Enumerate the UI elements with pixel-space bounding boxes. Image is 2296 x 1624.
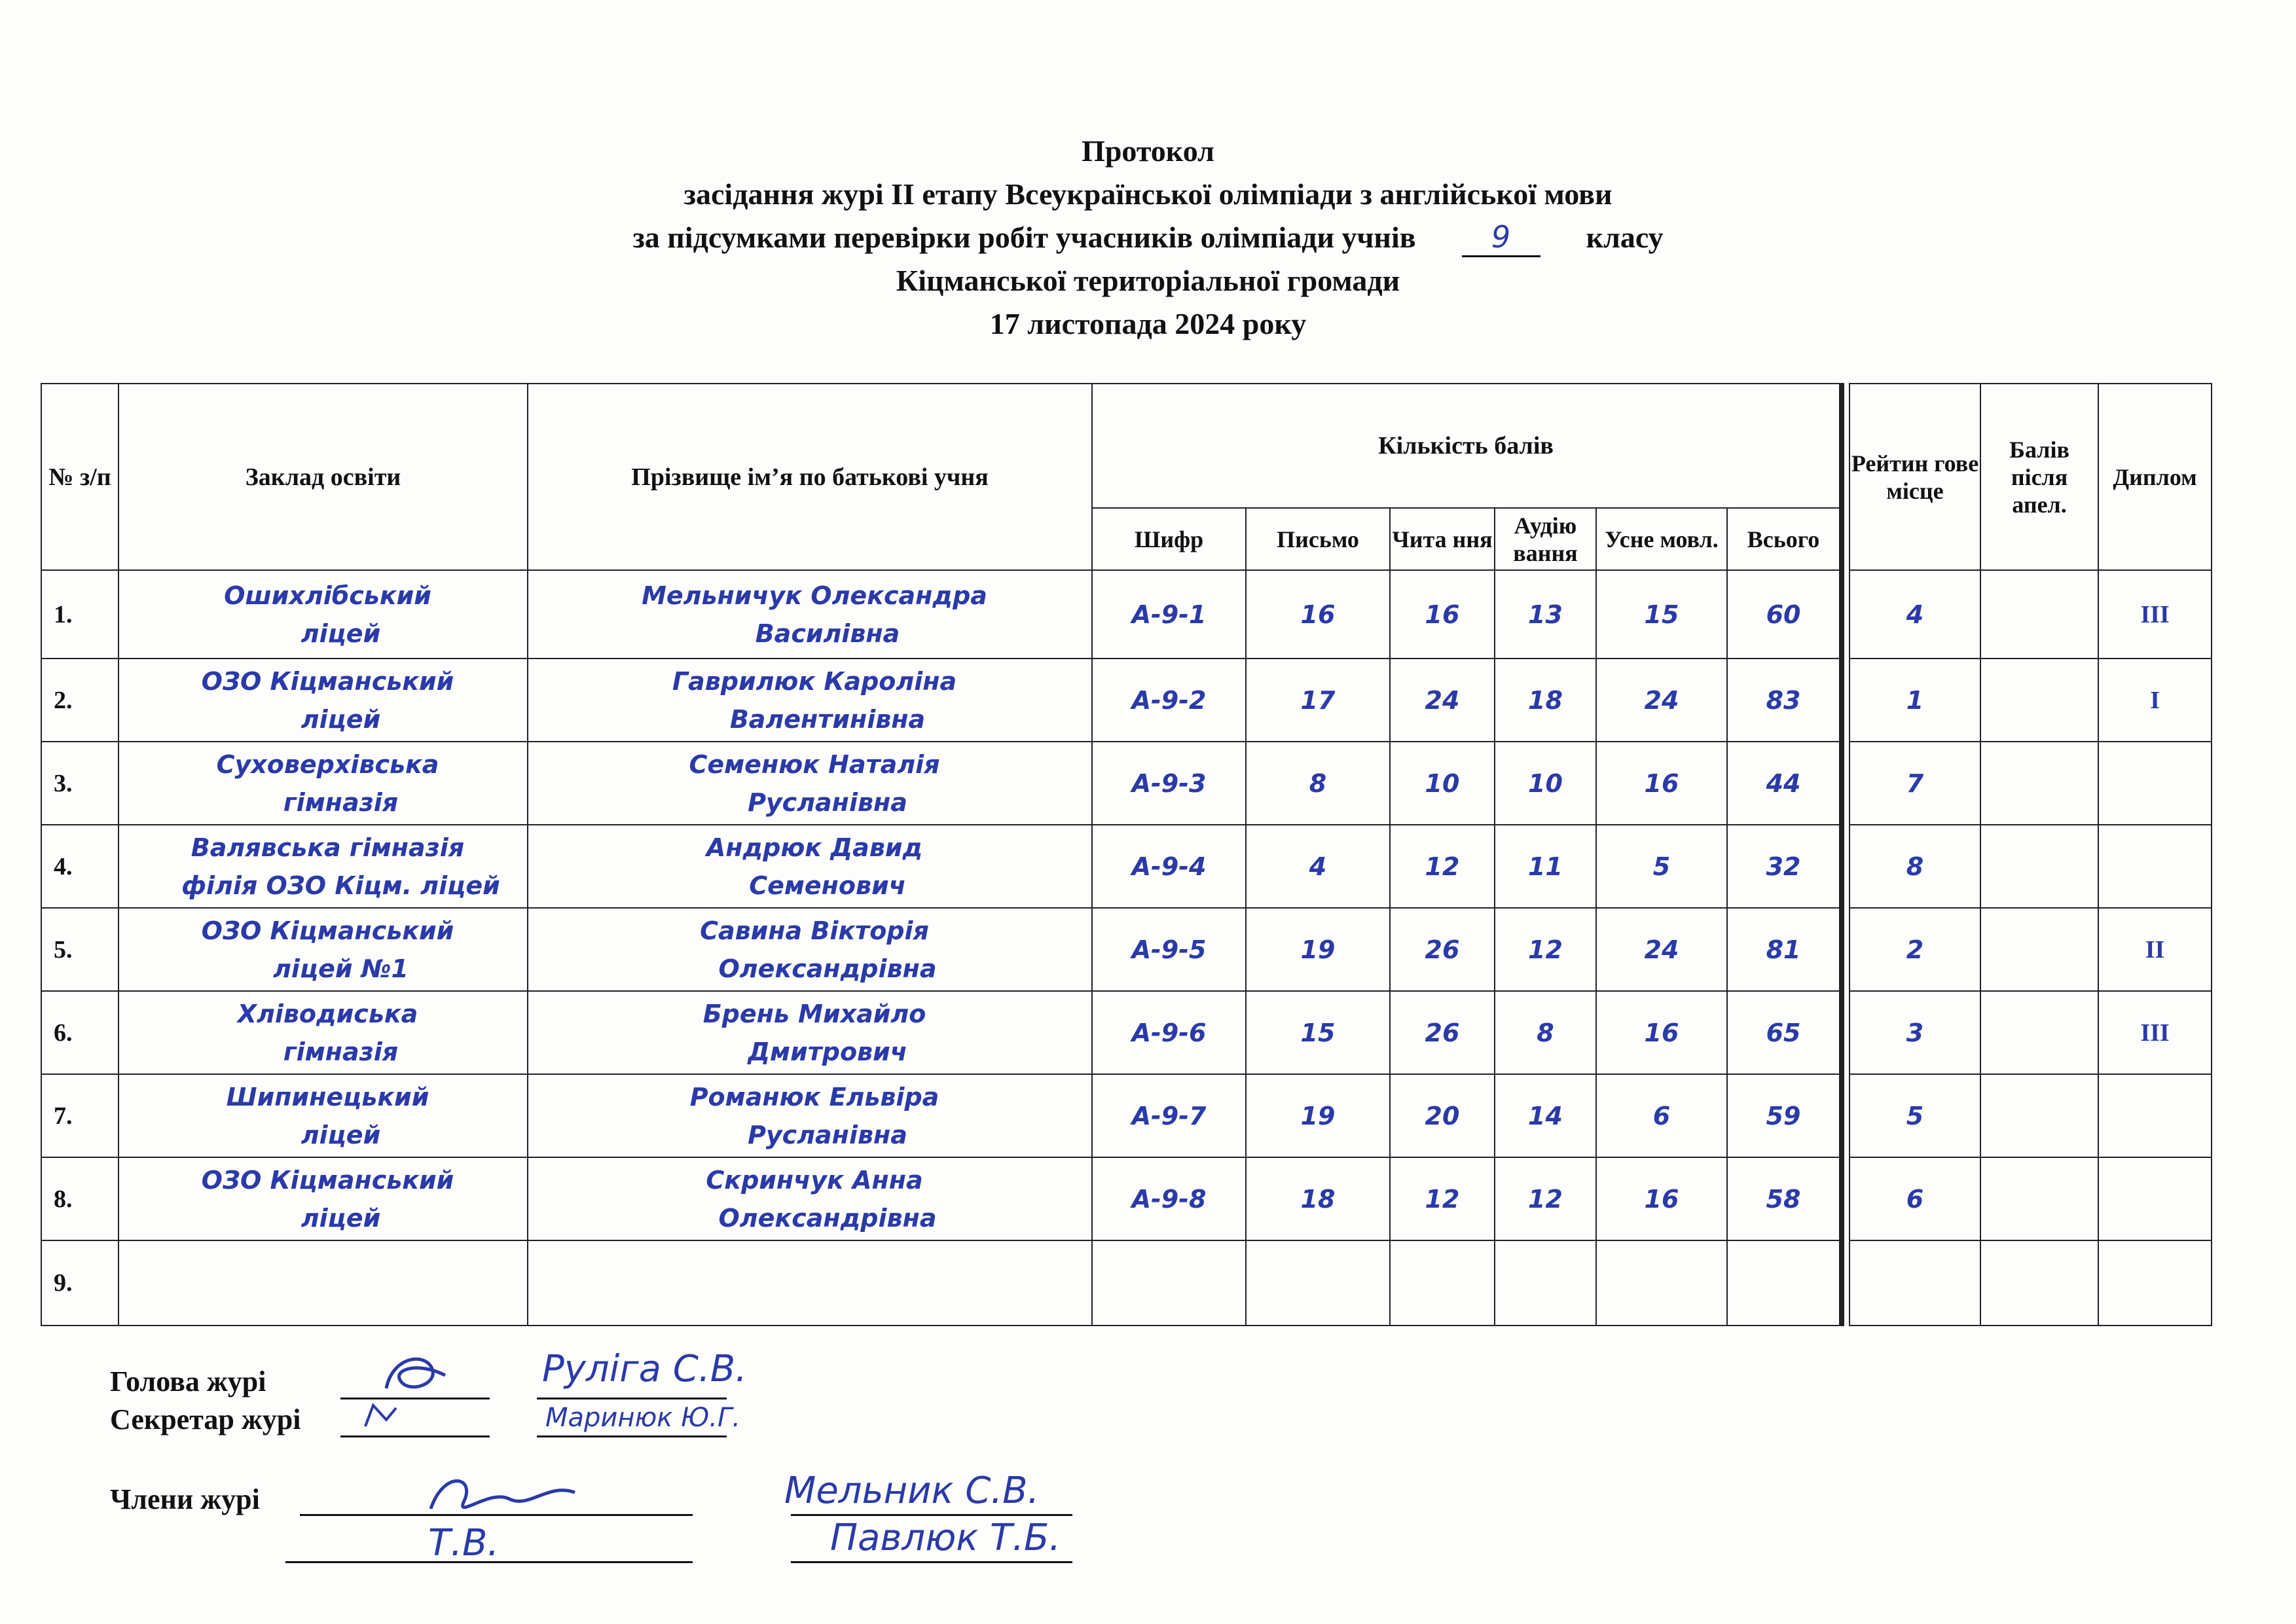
speaking-cell: 16 (1596, 742, 1727, 825)
header-reading: Чита ння (1390, 508, 1495, 570)
table-body (41, 570, 2212, 1326)
row-number: 4. (41, 825, 118, 908)
total-cell: 83 (1727, 659, 1842, 742)
student-line-1: Гаврилюк Кароліна (672, 666, 957, 696)
column-gap (1842, 570, 1850, 659)
secretary-name-line (537, 1435, 727, 1437)
header-line-3-prefix: за підсумками перевірки робіт учасників олімпіади учнів (632, 221, 1416, 254)
school-line-1: Хліводиська (237, 999, 418, 1028)
chair-name: Руліга С.В. (542, 1348, 747, 1390)
student-line-2: Олександрівна (718, 1203, 937, 1233)
diploma-cell (2098, 1157, 2212, 1240)
cipher-cell: А-9-2 (1092, 659, 1246, 742)
signature-block (110, 1348, 2205, 1574)
results-table (41, 383, 2212, 1326)
row-number: 9. (41, 1240, 118, 1326)
student-cell (528, 1074, 1092, 1157)
speaking-cell: 5 (1596, 825, 1727, 908)
writing-cell: 19 (1246, 908, 1390, 991)
column-gap (1842, 1157, 1850, 1240)
student-cell (528, 991, 1092, 1074)
table-row (41, 908, 2212, 991)
appeal-cell (1980, 1240, 2098, 1326)
header-date: 17 листопада 2024 року (989, 307, 1307, 340)
school-line-1: Суховерхівська (216, 749, 439, 779)
school-line-1: ОЗО Кіцманський (201, 666, 454, 696)
table-row (41, 742, 2212, 825)
student-line-1: Савина Вікторія (700, 916, 929, 945)
listening-cell: 12 (1495, 908, 1596, 991)
listening-cell: 12 (1495, 1157, 1596, 1240)
school-line-2: ліцей (301, 1120, 381, 1149)
column-gap (1842, 659, 1850, 742)
class-field (1462, 219, 1540, 257)
table-row (41, 659, 2212, 742)
reading-cell: 12 (1390, 825, 1495, 908)
members-label: Члени журі (110, 1483, 260, 1515)
header-appeal: Балів після апел. (1980, 384, 2098, 570)
row-number: 7. (41, 1074, 118, 1157)
speaking-cell: 16 (1596, 991, 1727, 1074)
school-line-1: Шипинецький (226, 1082, 429, 1111)
document-header (0, 130, 2296, 346)
speaking-cell: 24 (1596, 659, 1727, 742)
listening-cell: 8 (1495, 991, 1596, 1074)
student-line-1: Брень Михайло (702, 999, 926, 1028)
listening-cell: 11 (1495, 825, 1596, 908)
secretary-name: Маринюк Ю.Г. (545, 1403, 741, 1433)
writing-cell: 15 (1246, 991, 1390, 1074)
reading-cell (1390, 1240, 1495, 1326)
column-gap (1842, 1074, 1850, 1157)
table-row (41, 1240, 2212, 1326)
cipher-cell: А-9-3 (1092, 742, 1246, 825)
total-cell: 44 (1727, 742, 1842, 825)
school-line-1: ОЗО Кіцманський (201, 1165, 454, 1195)
listening-cell: 14 (1495, 1074, 1596, 1157)
rank-cell: 1 (1850, 659, 1980, 742)
speaking-cell: 6 (1596, 1074, 1727, 1157)
header-line-3-suffix: класу (1586, 221, 1664, 254)
rank-cell: 7 (1850, 742, 1980, 825)
student-cell (528, 825, 1092, 908)
speaking-cell: 16 (1596, 1157, 1727, 1240)
rank-cell: 8 (1850, 825, 1980, 908)
row-number: 1. (41, 570, 118, 659)
reading-cell: 26 (1390, 991, 1495, 1074)
diploma-cell (2098, 1074, 2212, 1157)
school-cell (118, 1157, 528, 1240)
school-line-2: гімназія (283, 787, 399, 817)
writing-cell (1246, 1240, 1390, 1326)
student-cell (528, 908, 1092, 991)
school-cell (118, 1074, 528, 1157)
student-line-1: Андрюк Давид (706, 833, 923, 862)
total-cell: 32 (1727, 825, 1842, 908)
writing-cell: 18 (1246, 1157, 1390, 1240)
appeal-cell (1980, 570, 2098, 659)
column-gap (1842, 1240, 1850, 1326)
student-line-2: Семенович (749, 871, 906, 900)
diploma-cell: ІІІ (2098, 570, 2212, 659)
total-cell (1727, 1240, 1842, 1326)
school-line-1: ОЗО Кіцманський (201, 916, 454, 945)
student-cell (528, 742, 1092, 825)
table-row (41, 825, 2212, 908)
appeal-cell (1980, 742, 2098, 825)
cipher-cell: А-9-8 (1092, 1157, 1246, 1240)
writing-cell: 8 (1246, 742, 1390, 825)
class-value: 9 (1491, 219, 1511, 255)
student-line-2: Валентинівна (729, 704, 926, 734)
header-line-3 (0, 216, 2296, 259)
cipher-cell: А-9-1 (1092, 570, 1246, 659)
member-1-line (791, 1514, 1072, 1516)
student-line-1: Романюк Ельвіра (689, 1082, 939, 1111)
table-row (41, 570, 2212, 659)
rank-cell: 2 (1850, 908, 1980, 991)
speaking-cell: 24 (1596, 908, 1727, 991)
column-gap (1842, 908, 1850, 991)
writing-cell: 4 (1246, 825, 1390, 908)
writing-cell: 16 (1246, 570, 1390, 659)
student-cell (528, 659, 1092, 742)
appeal-cell (1980, 1074, 2098, 1157)
reading-cell: 24 (1390, 659, 1495, 742)
document-title: Протокол (1082, 134, 1214, 168)
header-cipher: Шифр (1092, 508, 1246, 570)
writing-cell: 19 (1246, 1074, 1390, 1157)
chair-signature-mark (380, 1349, 458, 1401)
rank-cell: 6 (1850, 1157, 1980, 1240)
student-line-2: Дмитрович (748, 1037, 907, 1066)
cipher-cell: А-9-4 (1092, 825, 1246, 908)
student-line-2: Олександрівна (718, 954, 937, 983)
diploma-cell: І (2098, 659, 2212, 742)
secretary-signature-line (340, 1435, 490, 1437)
listening-cell: 18 (1495, 659, 1596, 742)
school-cell (118, 742, 528, 825)
diploma-cell: ІІ (2098, 908, 2212, 991)
total-cell: 81 (1727, 908, 1842, 991)
appeal-cell (1980, 991, 2098, 1074)
header-writing: Письмо (1246, 508, 1390, 570)
header-diploma: Диплом (2098, 384, 2212, 570)
secretary-signature-mark (360, 1400, 406, 1433)
reading-cell: 10 (1390, 742, 1495, 825)
student-line-2: Русланівна (748, 787, 907, 817)
row-number: 8. (41, 1157, 118, 1240)
row-number: 2. (41, 659, 118, 742)
student-line-2: Василівна (755, 619, 900, 648)
row-number: 3. (41, 742, 118, 825)
listening-cell: 10 (1495, 742, 1596, 825)
rank-cell (1850, 1240, 1980, 1326)
appeal-cell (1980, 908, 2098, 991)
writing-cell: 17 (1246, 659, 1390, 742)
school-line-2: ліцей (301, 704, 381, 734)
chair-label: Голова журі (110, 1365, 266, 1398)
diploma-cell (2098, 825, 2212, 908)
appeal-cell (1980, 659, 2098, 742)
school-line-2: гімназія (283, 1037, 399, 1066)
listening-cell: 13 (1495, 570, 1596, 659)
cipher-cell: А-9-7 (1092, 1074, 1246, 1157)
chair-name-line (537, 1398, 727, 1399)
column-gap (1842, 742, 1850, 825)
school-line-2: філія ОЗО Кіцм. ліцей (181, 871, 500, 900)
reading-cell: 20 (1390, 1074, 1495, 1157)
school-cell (118, 825, 528, 908)
cipher-cell: А-9-6 (1092, 991, 1246, 1074)
total-cell: 60 (1727, 570, 1842, 659)
header-rank: Рейтин гове місце (1850, 384, 1980, 570)
header-line-2: засідання журі ІІ етапу Всеукраїнської олімпіади з англійської мови (683, 177, 1613, 211)
speaking-cell (1596, 1240, 1727, 1326)
header-school: Заклад освіти (118, 384, 528, 570)
rank-cell: 4 (1850, 570, 1980, 659)
table-row (41, 1074, 2212, 1157)
rank-cell: 3 (1850, 991, 1980, 1074)
school-cell (118, 659, 528, 742)
total-cell: 65 (1727, 991, 1842, 1074)
column-gap (1842, 991, 1850, 1074)
header-speaking: Усне мовл. (1596, 508, 1727, 570)
student-cell (528, 1240, 1092, 1326)
school-line-1: Ошихлібський (224, 581, 431, 610)
secretary-label: Секретар журі (110, 1403, 301, 1435)
diploma-cell (2098, 1240, 2212, 1326)
diploma-cell: ІІІ (2098, 991, 2212, 1074)
table-row (41, 1157, 2212, 1240)
column-gap (1842, 384, 1850, 570)
school-line-1: Валявська гімназія (191, 833, 465, 862)
speaking-cell: 15 (1596, 570, 1727, 659)
total-cell: 59 (1727, 1074, 1842, 1157)
student-line-1: Мельничук Олександра (642, 581, 987, 610)
cipher-cell (1092, 1240, 1246, 1326)
student-line-2: Русланівна (748, 1120, 907, 1149)
reading-cell: 16 (1390, 570, 1495, 659)
row-number: 5. (41, 908, 118, 991)
school-line-2: ліцей (301, 1203, 381, 1233)
header-total: Всього (1727, 508, 1842, 570)
header-listening: Аудію вання (1495, 508, 1596, 570)
school-cell (118, 908, 528, 991)
diploma-cell (2098, 742, 2212, 825)
header-student: Прізвище ім’я по батькові учня (528, 384, 1092, 570)
member-2-line (791, 1561, 1072, 1563)
member-initials: Т.В. (428, 1522, 500, 1564)
student-line-1: Семенюк Наталія (689, 749, 940, 779)
school-cell (118, 991, 528, 1074)
student-line-1: Скринчук Анна (706, 1165, 923, 1195)
reading-cell: 26 (1390, 908, 1495, 991)
member-1-name: Мельник С.В. (784, 1470, 1040, 1512)
appeal-cell (1980, 1157, 2098, 1240)
school-cell (118, 1240, 528, 1326)
student-cell (528, 570, 1092, 659)
header-number: № з/п (41, 384, 118, 570)
school-line-2: ліцей №1 (273, 954, 409, 983)
appeal-cell (1980, 825, 2098, 908)
reading-cell: 12 (1390, 1157, 1495, 1240)
header-line-4: Кіцманської територіальної громади (896, 264, 1400, 297)
row-number: 6. (41, 991, 118, 1074)
listening-cell (1495, 1240, 1596, 1326)
header-scores: Кількість балів (1092, 384, 1842, 508)
total-cell: 58 (1727, 1157, 1842, 1240)
member-2-name: Павлюк Т.Б. (830, 1517, 1061, 1559)
student-cell (528, 1157, 1092, 1240)
table-row (41, 991, 2212, 1074)
column-gap (1842, 825, 1850, 908)
rank-cell: 5 (1850, 1074, 1980, 1157)
school-cell (118, 570, 528, 659)
cipher-cell: А-9-5 (1092, 908, 1246, 991)
school-line-2: ліцей (301, 619, 381, 648)
